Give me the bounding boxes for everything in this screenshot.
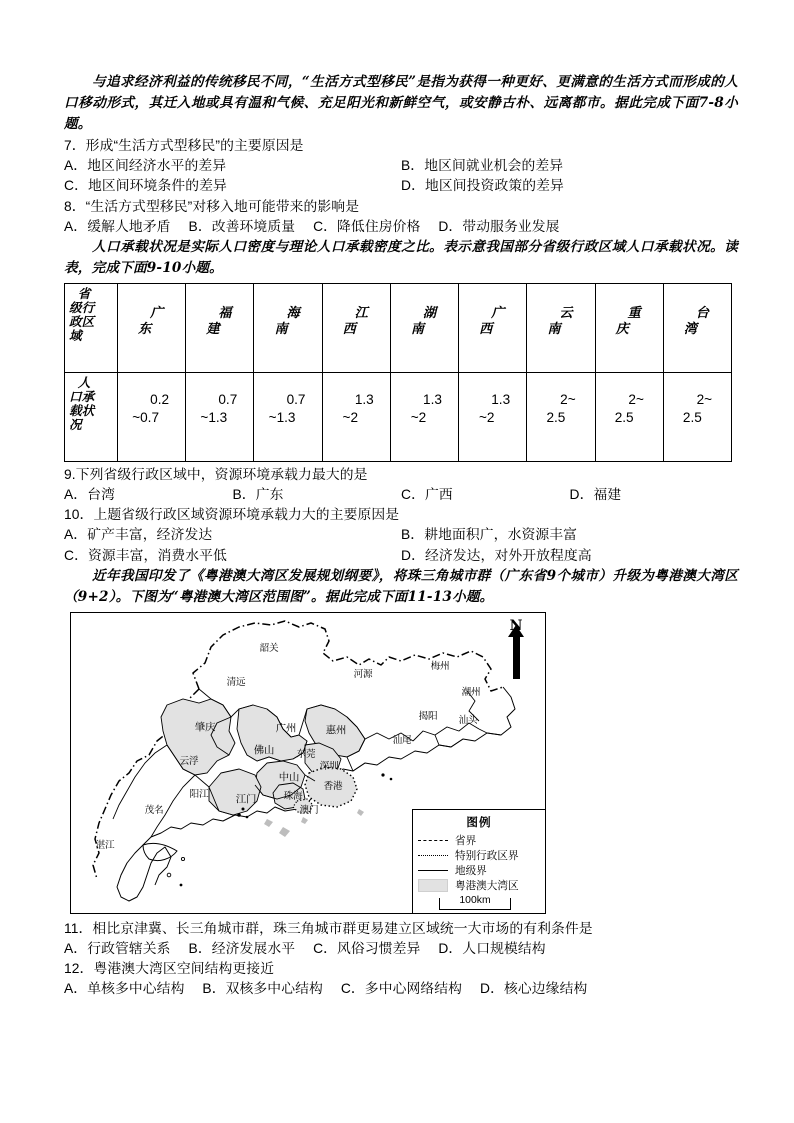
island-dot	[181, 857, 184, 860]
table-cell-value	[390, 373, 458, 462]
table-cell-value	[254, 373, 322, 462]
dotted-line-icon	[418, 855, 452, 856]
table-cell-province	[118, 284, 186, 373]
rowhead-carrying-line-4: 况	[69, 417, 82, 433]
province-char-1: 湖	[422, 306, 437, 322]
question-7-stem: 7．形成“生活方式型移民”的主要原因是	[64, 138, 304, 154]
legend-label-prefecture-boundary: 地级界	[455, 864, 487, 877]
question-10-option-b[interactable]: B．耕地面积广，水资源丰富	[401, 527, 578, 543]
question-10-options-row2	[64, 546, 738, 566]
map-label-jiangmen: 江门	[235, 794, 257, 806]
question-12-stem: 12．粤港澳大湾区空间结构更接近	[64, 961, 275, 977]
table-cell-value	[186, 373, 254, 462]
greater-bay-area-map	[70, 612, 546, 914]
legend-label-province-boundary: 省界	[455, 834, 477, 847]
table-cell-province	[663, 284, 731, 373]
gray-swatch-icon	[418, 879, 452, 892]
rowhead-region-line-4: 域	[69, 328, 82, 344]
value-line-2: 2.5	[682, 409, 702, 425]
question-12-option-b[interactable]: B．双核多中心结构	[202, 981, 323, 997]
passage-greater-bay-area: 近年我国印发了《粤港澳大湾区发展规划纲要》，将珠三角城市群（广东省9个城市）升级为粤港澳大湾区（9+2）。下图为“粤港澳大湾区范围图”。据此完成下面11-13小题。	[64, 567, 738, 605]
map-label-jieyang: 揭阳	[418, 710, 438, 722]
province-char-1: 福	[218, 306, 232, 322]
table-cell-province	[390, 284, 458, 373]
map-label-shenzhen: 深圳	[319, 760, 339, 772]
province-char-2: 南	[410, 322, 425, 338]
value-line-1: 2~	[696, 392, 713, 408]
map-label-dongguan: 东莞	[296, 748, 316, 760]
value-line-2: ~0.7	[132, 409, 160, 425]
province-char-1: 广	[150, 306, 164, 322]
rowhead-region-line-2: 级行	[69, 300, 95, 316]
rowhead-region-line-1: 省	[69, 286, 91, 302]
value-line-1: 0.7	[218, 392, 238, 408]
legend-label-bay-area: 粤港澳大湾区	[455, 879, 519, 892]
table-cell-value	[322, 373, 390, 462]
value-line-1: 1.3	[491, 392, 511, 408]
map-label-maoming: 茂名	[144, 804, 164, 816]
rowhead-carrying-line-1: 人	[69, 375, 91, 391]
question-12-option-d[interactable]: D．核心边缘结构	[480, 981, 588, 997]
province-char-2: 建	[206, 322, 220, 338]
question-9-option-c[interactable]: C．广西	[401, 487, 453, 503]
value-line-2: 2.5	[546, 409, 566, 425]
province-char-2: 西	[342, 322, 356, 338]
legend-item-province-boundary	[413, 833, 545, 848]
table-cell-province	[254, 284, 322, 373]
map-label-yunfu: 云浮	[179, 755, 199, 767]
map-label-macau: 澳门	[299, 804, 319, 816]
north-arrow	[503, 619, 529, 679]
map-label-heyuan: 河源	[353, 668, 373, 680]
passage-population-carrying: 人口承载状况是实际人口密度与理论人口承载密度之比。表示意我国部分省级行政区域人口承载状况。读表，完成下面9-10小题。	[64, 238, 738, 276]
map-label-zhongshan: 中山	[278, 772, 300, 784]
map-label-shanwei: 汕尾	[392, 734, 412, 746]
question-7-options-row1	[64, 156, 738, 176]
question-11-options	[64, 939, 738, 959]
question-11-option-d[interactable]: D．人口规模结构	[438, 940, 546, 956]
value-line-2: ~2	[342, 409, 359, 425]
question-12-option-c[interactable]: C．多中心网络结构	[340, 981, 463, 997]
table-cell-value	[527, 373, 595, 462]
rowhead-carrying-line-3: 载状	[69, 403, 95, 419]
table-cell-province	[459, 284, 527, 373]
table-cell-province	[186, 284, 254, 373]
map-label-shaoguan: 韶关	[259, 642, 279, 654]
province-char-2: 南	[274, 322, 288, 338]
map-label-meizhou: 梅州	[430, 660, 450, 672]
question-10-stem: 10．上题省级行政区域资源环境承载力大的主要原因是	[64, 507, 400, 523]
question-8-option-d[interactable]: D．带动服务业发展	[438, 218, 560, 234]
map-label-yangjiang: 阳江	[189, 788, 209, 800]
value-line-1: 0.2	[150, 392, 170, 408]
value-line-1: 0.7	[286, 392, 306, 408]
question-9-option-a[interactable]: A．台湾	[64, 487, 115, 503]
table-cell-value	[663, 373, 731, 462]
dash-dot-line-icon	[418, 840, 452, 841]
question-7-option-b[interactable]: B．地区间就业机会的差异	[401, 158, 564, 174]
map-label-huizhou: 惠州	[325, 725, 347, 737]
table-cell-province	[527, 284, 595, 373]
legend-item-sar-boundary	[413, 848, 545, 863]
question-8-options	[64, 217, 738, 237]
question-10-option-a[interactable]: A．矿产丰富，经济发达	[64, 527, 213, 543]
question-7-option-d[interactable]: D．地区间投资政策的差异	[401, 178, 564, 194]
north-arrow-icon	[513, 635, 520, 679]
value-line-2: ~1.3	[200, 409, 228, 425]
table-rowhead-region	[65, 284, 118, 373]
map-label-zhanjiang: 湛江	[95, 839, 115, 851]
value-line-1: 1.3	[423, 392, 442, 408]
map-label-guangzhou: 广州	[275, 723, 297, 735]
question-7-option-c[interactable]: C．地区间环境条件的差异	[64, 178, 227, 194]
question-11-stem: 11．相比京津冀、长三角城市群，珠三角城市群更易建立区域统一大市场的有利条件是	[64, 920, 593, 936]
value-line-2: 2.5	[614, 409, 634, 425]
question-7-options-row2	[64, 176, 738, 196]
map-label-zhaoqing: 肇庆	[194, 722, 216, 734]
table-cell-value	[459, 373, 527, 462]
scale-label: 100km	[440, 895, 510, 906]
table-cell-province	[595, 284, 663, 373]
map-label-qingyuan: 清远	[226, 676, 246, 688]
map-label-shantou: 汕头	[458, 714, 478, 726]
question-11-option-b[interactable]: B．经济发展水平	[188, 940, 296, 956]
table-row-values	[65, 373, 732, 462]
province-char-1: 广	[491, 306, 505, 322]
value-line-1: 2~	[560, 392, 576, 408]
question-9-option-d[interactable]: D．福建	[569, 487, 622, 503]
value-line-2: ~2	[478, 409, 495, 425]
table-cell-value	[595, 373, 663, 462]
population-carrying-table	[64, 283, 732, 462]
province-char-1: 海	[286, 306, 300, 322]
question-11-option-a[interactable]: A．行政管辖关系	[64, 940, 171, 956]
province-char-1: 云	[559, 306, 573, 322]
legend-title: 图例	[466, 815, 492, 829]
province-char-2: 南	[547, 322, 561, 338]
island-dot	[180, 883, 183, 886]
table-cell-value	[118, 373, 186, 462]
question-8-stem: 8．“生活方式型移民”对移入地可能带来的影响是	[64, 198, 360, 214]
question-9-options	[64, 485, 738, 505]
rowhead-carrying-line-2: 口承	[69, 389, 95, 405]
question-10-option-c[interactable]: C．资源丰富，消费水平低	[64, 547, 227, 563]
province-char-2: 西	[479, 322, 493, 338]
question-7-option-a[interactable]: A．地区间经济水平的差异	[64, 158, 227, 174]
province-char-1: 江	[354, 306, 368, 322]
question-8-option-c[interactable]: C．降低住房价格	[313, 218, 421, 234]
map-legend	[412, 809, 545, 913]
map-label-zhuhai: 珠海	[283, 790, 303, 802]
question-9-stem: 9.下列省级行政区域中，资源环境承载力最大的是	[64, 467, 368, 483]
island-dot	[167, 873, 171, 877]
question-11-option-c[interactable]: C．风俗习惯差异	[313, 940, 421, 956]
question-10-option-d[interactable]: D．经济发达，对外开放程度高	[401, 547, 592, 563]
question-8-option-b[interactable]: B．改善环境质量	[188, 218, 296, 234]
rowhead-region-line-3: 政区	[69, 314, 95, 330]
table-rowhead-carrying	[65, 373, 118, 462]
province-char-1: 重	[627, 306, 641, 322]
leizhou-peninsula-path	[143, 843, 177, 860]
map-scale-bar	[439, 894, 511, 910]
value-line-1: 2~	[628, 392, 644, 408]
map-label-hongkong: 香港	[323, 780, 343, 792]
passage-lifestyle-migration: 与追求经济利益的传统移民不同，“生活方式型移民”是指为获得一种更好、更满意的生活方式而形成的人口移动形式，其迁入地或具有温和气候、充足阳光和新鲜空气，或安静古朴、远离都市。据此完成下面7-8小题。	[64, 74, 738, 133]
question-9-option-b[interactable]: B．广东	[232, 487, 284, 503]
legend-item-bay-area	[413, 878, 545, 893]
value-line-1: 1.3	[354, 392, 374, 408]
legend-item-prefecture-boundary	[413, 863, 545, 878]
value-line-2: ~2	[410, 409, 427, 425]
question-8-option-a[interactable]: A．缓解人地矛盾	[64, 218, 171, 234]
question-12-options	[64, 979, 738, 999]
province-char-1: 台	[695, 306, 709, 322]
province-char-2: 东	[138, 322, 152, 338]
value-line-2: ~1.3	[268, 409, 296, 425]
solid-line-icon	[418, 870, 452, 871]
question-12-option-a[interactable]: A．单核多中心结构	[64, 981, 185, 997]
province-char-2: 湾	[683, 322, 697, 338]
table-row-provinces	[65, 284, 732, 373]
question-10-options-row1	[64, 525, 738, 545]
province-char-2: 庆	[615, 322, 629, 338]
legend-label-sar-boundary: 特别行政区界	[455, 849, 519, 862]
map-label-chaozhou: 潮州	[461, 686, 481, 698]
table-cell-province	[322, 284, 390, 373]
map-label-foshan: 佛山	[253, 745, 275, 757]
